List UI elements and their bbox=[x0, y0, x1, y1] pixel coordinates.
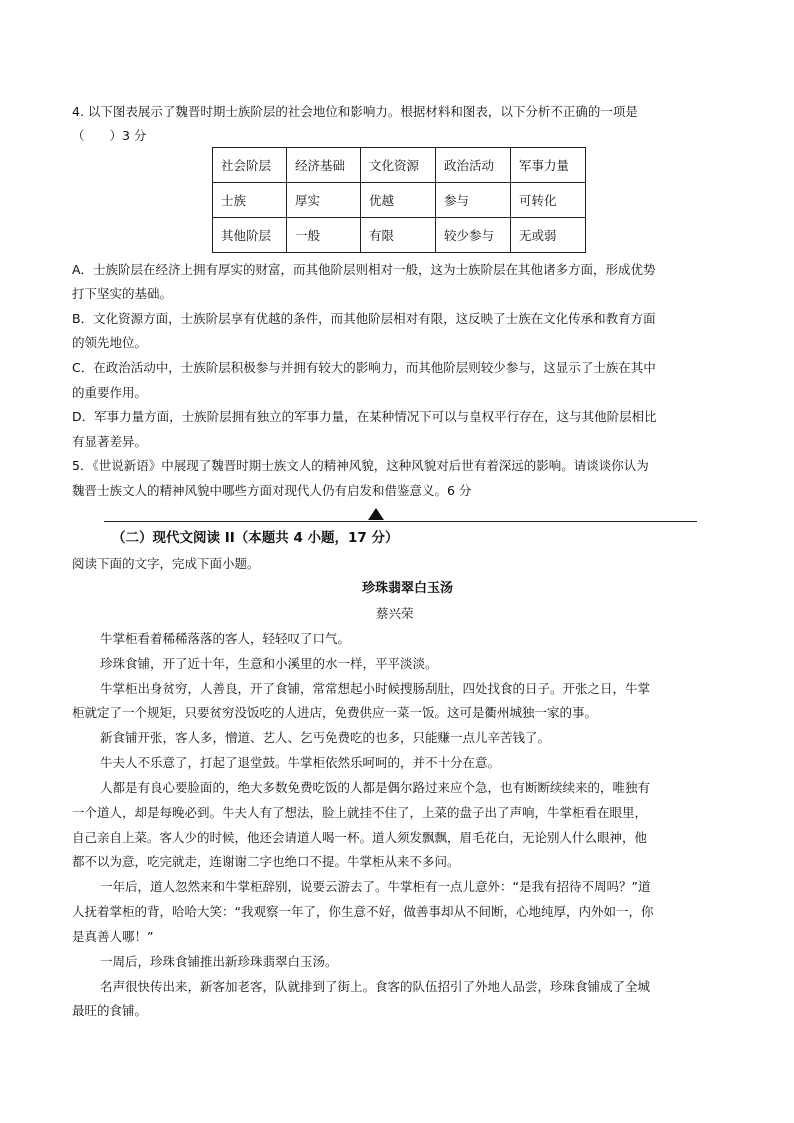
table-cell: 厚实 bbox=[287, 183, 361, 218]
table-header-cell: 文化资源 bbox=[361, 148, 436, 183]
table-header-cell: 政治活动 bbox=[436, 148, 511, 183]
table-cell: 一般 bbox=[287, 218, 361, 253]
q4-comparison-table bbox=[212, 147, 586, 253]
q4-option-a-line1: A．士族阶层在经济上拥有厚实的财富，而其他阶层则相对一般，这为士族阶层在其他诸多方面，形成优势 bbox=[72, 262, 656, 277]
table-cell: 优越 bbox=[361, 183, 436, 218]
story-paragraph: 一年后，道人忽然来和牛掌柜辞别，说要云游去了。牛掌柜有一点儿意外：“是我有招待不周吗？”道 bbox=[100, 879, 651, 894]
table-cell: 参与 bbox=[436, 183, 511, 218]
section-divider bbox=[104, 521, 697, 522]
table-cell: 较少参与 bbox=[436, 218, 511, 253]
story-paragraph-cont: 人抚着掌柜的背，哈哈大笑：“我观察一年了，你生意不好，做善事却从不间断，心地纯厚，内外如一，你 bbox=[72, 904, 654, 919]
story-paragraph-cont: 是真善人哪！” bbox=[72, 929, 154, 944]
q4-option-b-line1: B．文化资源方面，士族阶层享有优越的条件，而其他阶层相对有限，这反映了士族在文化传承和教育方面 bbox=[72, 311, 656, 326]
story-author: 蔡兴荣 bbox=[376, 606, 414, 621]
q4-option-a-line2: 打下坚实的基础。 bbox=[72, 286, 173, 301]
q4-option-c-line1: C．在政治活动中，士族阶层积极参与并拥有较大的影响力，而其他阶层则较少参与，这显示了士族在其中 bbox=[72, 360, 656, 375]
story-title: 珍珠翡翠白玉汤 bbox=[362, 581, 454, 596]
table-cell: 其他阶层 bbox=[213, 218, 287, 253]
table-cell: 无或弱 bbox=[511, 218, 586, 253]
story-paragraph: 名声很快传出来，新客加老客，队就排到了街上。食客的队伍招引了外地人品尝，珍珠食铺成了全城 bbox=[100, 979, 651, 994]
table-header-cell: 社会阶层 bbox=[213, 148, 287, 183]
story-paragraph: 一周后，珍珠食铺推出新珍珠翡翠白玉汤。 bbox=[100, 954, 338, 969]
q5-line1: 5．《世说新语》中展现了魏晋时期士族文人的精神风貌，这种风貌对后世有着深远的影响。请谈谈你认为 bbox=[72, 458, 649, 473]
table-cell: 可转化 bbox=[511, 183, 586, 218]
table-header-cell: 军事力量 bbox=[511, 148, 586, 183]
story-paragraph: 牛夫人不乐意了，打起了退堂鼓。牛掌柜依然乐呵呵的，并不十分在意。 bbox=[100, 755, 501, 770]
story-paragraph-cont: 最旺的食铺。 bbox=[72, 1003, 148, 1018]
story-paragraph: 人都是有良心要脸面的，绝大多数免费吃饭的人都是偶尔路过来应个急，也有断断续续来的，唯独有 bbox=[100, 780, 651, 795]
section-instruction: 阅读下面的文字，完成下面小题。 bbox=[72, 556, 260, 571]
story-paragraph-cont: 柜就定了一个规矩，只要贫穷没饭吃的人进店，免费供应一菜一饭。这可是衢州城独一家的事。 bbox=[72, 705, 598, 720]
section-title: （二）现代文阅读 II（本题共 4 小题，17 分） bbox=[112, 530, 399, 546]
q5-line2: 魏晋士族文人的精神风貌中哪些方面对现代人仍有启发和借鉴意义。6 分 bbox=[72, 483, 472, 498]
table-cell: 有限 bbox=[361, 218, 436, 253]
q4-stem-line1: 4. 以下图表展示了魏晋时期士族阶层的社会地位和影响力。根据材料和图表，以下分析不正确的一项是 bbox=[72, 104, 638, 119]
story-paragraph-cont: 自己亲自上菜。客人少的时候，他还会请道人喝一杯。道人须发飘飘，眉毛花白，无论别人什么眼神，他 bbox=[72, 830, 648, 845]
story-paragraph: 珍珠食铺，开了近十年，生意和小溪里的水一样，平平淡淡。 bbox=[100, 656, 438, 671]
q4-stem-line2: （ ）3 分 bbox=[72, 128, 147, 143]
table-header-row bbox=[213, 148, 586, 183]
q4-option-d-line2: 有显著差异。 bbox=[72, 434, 148, 449]
table-header-cell: 经济基础 bbox=[287, 148, 361, 183]
story-paragraph-cont: 都不以为意，吃完就走，连谢谢二字也绝口不提。牛掌柜从来不多问。 bbox=[72, 854, 460, 869]
q4-option-d-line1: D．军事力量方面，士族阶层拥有独立的军事力量，在某种情况下可以与皇权平行存在，这与其他阶层相比 bbox=[72, 409, 657, 424]
story-paragraph: 牛掌柜看着稀稀落落的客人，轻轻叹了口气。 bbox=[100, 631, 351, 646]
story-paragraph: 牛掌柜出身贫穷，人善良，开了食铺，常常想起小时候搜肠刮肚，四处找食的日子。开张之日，牛掌 bbox=[100, 681, 651, 696]
q4-option-c-line2: 的重要作用。 bbox=[72, 385, 148, 400]
table-row bbox=[213, 183, 586, 218]
story-paragraph: 新食铺开张，客人多，憎道、艺人、乞丐免费吃的也多，只能赚一点儿辛苦钱了。 bbox=[100, 730, 551, 745]
table-cell: 士族 bbox=[213, 183, 287, 218]
q4-option-b-line2: 的领先地位。 bbox=[72, 335, 148, 350]
triangle-marker-icon bbox=[368, 508, 384, 520]
table-row bbox=[213, 218, 586, 253]
story-paragraph-cont: 一个道人，却是每晚必到。牛夫人有了想法，脸上就挂不住了，上菜的盘子出了声响，牛掌柜看在眼里， bbox=[72, 805, 648, 820]
